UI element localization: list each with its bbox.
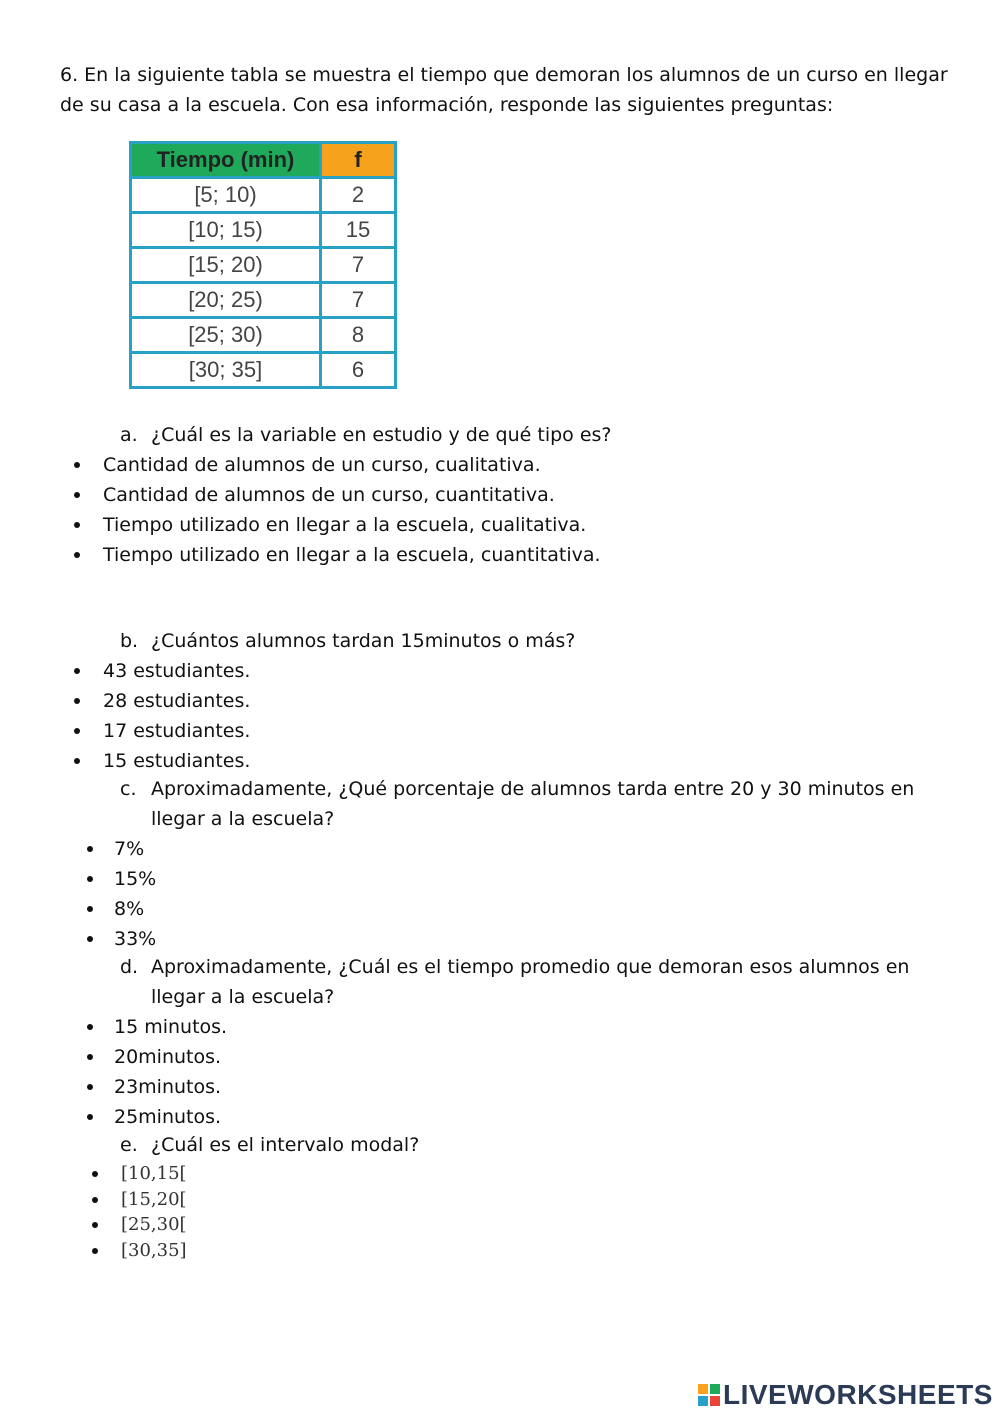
logo-text: LIVEWORKSHEETS — [723, 1379, 993, 1410]
options-c — [114, 834, 156, 954]
question-letter: d. — [120, 956, 139, 978]
answer-option[interactable]: Cantidad de alumnos de un curso, cuantitativa. — [103, 480, 601, 510]
question-text: ¿Cuál es el intervalo modal? — [151, 1134, 420, 1156]
answer-option[interactable]: 20minutos. — [114, 1042, 227, 1072]
frequency-cell: 2 — [321, 178, 396, 213]
interval-cell: [10; 15) — [131, 213, 321, 248]
header-frequency: f — [321, 143, 396, 178]
logo-square — [710, 1396, 720, 1406]
question-e — [120, 1130, 940, 1160]
answer-option[interactable]: 28 estudiantes. — [103, 686, 250, 716]
table-row — [131, 178, 396, 213]
liveworksheets-logo-icon — [698, 1384, 720, 1406]
answer-option[interactable]: 15 estudiantes. — [103, 746, 250, 776]
answer-option[interactable]: 7% — [114, 834, 156, 864]
frequency-cell: 8 — [321, 318, 396, 353]
liveworksheets-logo — [698, 1379, 993, 1411]
options-b — [103, 656, 250, 776]
answer-option[interactable]: 23minutos. — [114, 1072, 227, 1102]
question-b — [120, 626, 940, 656]
question-d — [120, 952, 940, 1012]
interval-cell: [5; 10) — [131, 178, 321, 213]
logo-square — [698, 1396, 708, 1406]
interval-cell: [15; 20) — [131, 248, 321, 283]
interval-cell: [30; 35] — [131, 353, 321, 388]
answer-option[interactable]: 15% — [114, 864, 156, 894]
question-letter: a. — [120, 424, 138, 446]
question-text: ¿Cuántos alumnos tardan 15minutos o más? — [151, 630, 576, 652]
answer-option[interactable]: Tiempo utilizado en llegar a la escuela, cualitativa. — [103, 510, 601, 540]
answer-option[interactable]: [30,35] — [121, 1238, 187, 1264]
header-time: Tiempo (min) — [131, 143, 321, 178]
frequency-cell: 6 — [321, 353, 396, 388]
options-e — [121, 1161, 187, 1263]
question-text: Aproximadamente, ¿Qué porcentaje de alumnos tarda entre 20 y 30 minutos en llegar a la escuela? — [151, 778, 915, 830]
question-letter: e. — [120, 1134, 138, 1156]
frequency-cell: 7 — [321, 248, 396, 283]
answer-option[interactable]: 25minutos. — [114, 1102, 227, 1132]
answer-option[interactable]: Cantidad de alumnos de un curso, cualitativa. — [103, 450, 601, 480]
logo-square — [698, 1384, 708, 1394]
table-header-row — [131, 143, 396, 178]
question-letter: b. — [120, 630, 139, 652]
question-c — [120, 774, 940, 834]
answer-option[interactable]: [10,15[ — [121, 1161, 187, 1187]
answer-option[interactable]: 8% — [114, 894, 156, 924]
table-row — [131, 318, 396, 353]
answer-option[interactable]: 33% — [114, 924, 156, 954]
table-row — [131, 283, 396, 318]
answer-option[interactable]: [25,30[ — [121, 1212, 187, 1238]
interval-cell: [20; 25) — [131, 283, 321, 318]
interval-cell: [25; 30) — [131, 318, 321, 353]
logo-square — [710, 1384, 720, 1394]
question-a — [120, 420, 940, 450]
frequency-cell: 7 — [321, 283, 396, 318]
answer-option[interactable]: Tiempo utilizado en llegar a la escuela, cuantitativa. — [103, 540, 601, 570]
options-a — [103, 450, 601, 570]
frequency-cell: 15 — [321, 213, 396, 248]
question-text: Aproximadamente, ¿Cuál es el tiempo promedio que demoran esos alumnos en llegar a la escuela? — [151, 956, 910, 1008]
frequency-table — [129, 141, 397, 389]
answer-option[interactable]: [15,20[ — [121, 1187, 187, 1213]
answer-option[interactable]: 43 estudiantes. — [103, 656, 250, 686]
question-letter: c. — [120, 778, 137, 800]
answer-option[interactable]: 17 estudiantes. — [103, 716, 250, 746]
question-intro: 6. En la siguiente tabla se muestra el tiempo que demoran los alumnos de un curso en llegar de su casa a la escuela. Con esa información, responde las siguientes preguntas: — [60, 64, 948, 116]
question-text: ¿Cuál es la variable en estudio y de qué tipo es? — [151, 424, 612, 446]
options-d — [114, 1012, 227, 1132]
table-row — [131, 353, 396, 388]
table-row — [131, 213, 396, 248]
table-row — [131, 248, 396, 283]
answer-option[interactable]: 15 minutos. — [114, 1012, 227, 1042]
